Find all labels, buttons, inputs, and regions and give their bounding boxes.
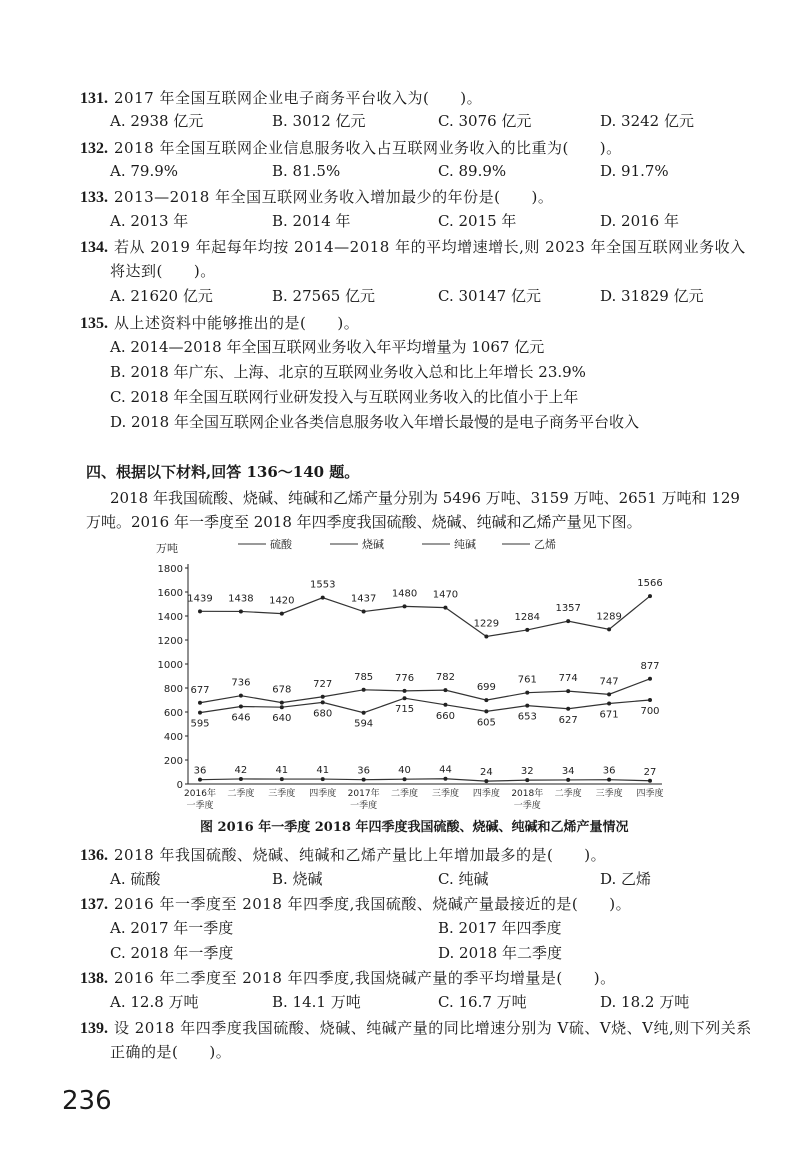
question-136	[80, 843, 760, 868]
question-number: 134.	[80, 239, 108, 256]
data-label: 1284	[514, 611, 540, 623]
option-d[interactable]: D. 2018 年全国互联网企业各类信息服务收入年增长最慢的是电子商务平台收入	[110, 413, 639, 431]
data-label: 653	[517, 711, 537, 723]
data-label: 36	[357, 765, 371, 777]
option-c[interactable]: C. 16.7 万吨	[438, 993, 527, 1011]
data-label: 699	[476, 682, 496, 694]
legend-label-1: 烧碱	[362, 538, 384, 551]
legend-label-3: 乙烯	[534, 538, 556, 551]
data-label: 785	[354, 671, 374, 683]
option-b[interactable]: B. 27565 亿元	[272, 287, 376, 305]
option-d[interactable]: D. 3242 亿元	[600, 112, 694, 130]
option-a[interactable]: A. 2938 亿元	[110, 112, 204, 130]
question-135	[80, 311, 760, 336]
data-label: 1470	[432, 589, 459, 601]
data-label: 27	[643, 766, 657, 778]
data-point	[566, 707, 570, 711]
x-tick-label: 2016年	[184, 789, 216, 799]
x-tick-label: 四季度	[309, 789, 337, 799]
question-137	[80, 892, 760, 917]
option-a[interactable]: A. 2017 年一季度	[110, 919, 234, 937]
data-point	[403, 696, 407, 700]
legend-label-2: 纯碱	[454, 538, 476, 551]
question-number: 137.	[80, 896, 108, 913]
data-point	[525, 628, 529, 632]
option-b[interactable]: B. 81.5%	[272, 162, 341, 180]
data-label: 700	[640, 706, 660, 717]
options-138	[110, 991, 730, 1013]
data-label: 1289	[596, 611, 622, 623]
data-point	[607, 627, 611, 631]
data-point	[321, 777, 325, 781]
question-number: 132.	[80, 140, 108, 157]
data-point	[443, 606, 447, 610]
data-point	[362, 778, 366, 782]
question-stem: 若从 2019 年起每年均按 2014—2018 年的平均增速增长,则 2023 年全国互联网业务收入	[114, 238, 746, 256]
data-label: 1439	[187, 593, 213, 605]
question-131	[80, 86, 760, 111]
section-title: 四、根据以下材料,回答 136～140 题。	[86, 463, 360, 481]
options-136	[110, 868, 730, 890]
option-d[interactable]: D. 2018 年二季度	[438, 944, 562, 962]
y-tick-label: 600	[163, 708, 183, 719]
options-133	[110, 210, 730, 232]
data-label: 761	[517, 674, 537, 686]
question-stem: 2018 年我国硫酸、烧碱、纯碱和乙烯产量比上年增加最多的是( )。	[114, 846, 607, 864]
data-point	[484, 698, 488, 702]
data-label: 605	[476, 717, 496, 729]
data-label: 736	[231, 677, 251, 689]
data-label: 42	[234, 764, 248, 776]
data-point	[443, 688, 447, 692]
y-tick-label: 1200	[157, 636, 183, 647]
data-label: 680	[313, 708, 333, 720]
data-point	[239, 777, 243, 781]
x-tick-label: 二季度	[227, 789, 255, 799]
data-label: 782	[435, 672, 456, 684]
question-134	[80, 235, 760, 260]
x-tick-label: 二季度	[391, 789, 419, 799]
question-number: 138.	[80, 970, 108, 987]
question-138	[80, 966, 760, 991]
question-stem: 2018 年全国互联网企业信息服务收入占互联网业务收入的比重为( )。	[114, 139, 622, 157]
question-133	[80, 185, 760, 210]
chart-caption: 图 2016 年一季度 2018 年四季度我国硫酸、烧碱、纯碱和乙烯产量情况	[200, 820, 629, 835]
option-c[interactable]: C. 30147 亿元	[438, 287, 541, 305]
option-a[interactable]: A. 硫酸	[110, 870, 161, 888]
y-axis-label: 万吨	[156, 542, 178, 555]
data-label: 1480	[391, 588, 418, 600]
x-tick-label: 二季度	[554, 789, 582, 799]
page-number: 236	[62, 1086, 112, 1116]
data-label: 595	[190, 718, 210, 730]
option-d[interactable]: D. 91.7%	[600, 162, 669, 180]
question-132	[80, 136, 760, 161]
data-label: 36	[193, 765, 207, 777]
data-label: 640	[272, 713, 292, 725]
data-label: 677	[190, 684, 210, 696]
data-point	[443, 777, 447, 781]
question-stem: 2017 年全国互联网企业电子商务平台收入为( )。	[114, 89, 483, 107]
x-tick-label: 三季度	[595, 789, 623, 799]
question-134-cont	[110, 259, 790, 283]
data-point	[198, 711, 202, 715]
data-point	[525, 691, 529, 695]
data-label: 646	[231, 712, 251, 724]
data-label: 44	[439, 764, 452, 776]
y-tick-label: 1000	[157, 660, 183, 671]
data-label: 776	[394, 672, 415, 684]
data-point	[239, 609, 243, 613]
option-c[interactable]: C. 纯碱	[438, 870, 489, 888]
y-tick-label: 1400	[157, 612, 183, 623]
data-point	[198, 701, 202, 705]
data-point	[648, 594, 652, 598]
data-label: 1553	[310, 579, 336, 591]
options-137-row2	[110, 942, 730, 964]
data-label: 40	[398, 765, 411, 777]
option-c[interactable]: C. 2018 年一季度	[110, 944, 234, 962]
question-stem-cont: 正确的是( )。	[110, 1043, 232, 1061]
data-point	[648, 779, 652, 783]
data-point	[484, 635, 488, 639]
data-point	[648, 698, 652, 702]
option-b[interactable]: B. 2014 年	[272, 212, 351, 230]
y-tick-label: 1600	[157, 588, 183, 599]
x-tick-label: 四季度	[472, 789, 500, 799]
option-a[interactable]: A. 2014—2018 年全国互联网业务收入年平均增量为 1067 亿元	[110, 338, 545, 356]
x-tick-label: 四季度	[636, 789, 664, 799]
data-label: 1420	[269, 595, 295, 607]
options-131	[110, 110, 730, 132]
question-stem: 设 2018 年四季度我国硫酸、烧碱、纯碱产量的同比增速分别为 V硫、V烧、V纯,则下列关系	[114, 1019, 752, 1037]
question-stem: 从上述资料中能够推出的是( )。	[114, 314, 360, 332]
x-tick-label: 三季度	[431, 789, 459, 799]
data-point	[566, 619, 570, 623]
option-d[interactable]: D. 31829 亿元	[600, 287, 704, 305]
option-c[interactable]: C. 3076 亿元	[438, 112, 532, 130]
option-b[interactable]: B. 烧碱	[272, 870, 323, 888]
x-tick-label: 2017年	[347, 789, 380, 799]
data-point	[607, 692, 611, 696]
data-point	[280, 777, 284, 781]
data-label: 1229	[473, 618, 500, 630]
option-b[interactable]: B. 2017 年四季度	[438, 919, 562, 937]
data-point	[280, 701, 284, 705]
data-label: 727	[313, 678, 333, 690]
data-point	[607, 778, 611, 782]
data-label: 1566	[637, 578, 663, 590]
x-tick-label-2: 一季度	[186, 801, 214, 811]
data-label: 1438	[228, 593, 254, 605]
question-number: 131.	[80, 90, 108, 107]
data-point	[648, 677, 652, 681]
y-tick-label: 0	[176, 780, 183, 791]
series-line-1	[200, 679, 650, 703]
data-label: 877	[640, 660, 660, 672]
question-number: 133.	[80, 189, 108, 206]
data-point	[403, 777, 407, 781]
data-label: 715	[394, 704, 415, 716]
data-label: 747	[599, 676, 619, 688]
data-point	[403, 604, 407, 608]
data-label: 41	[275, 765, 289, 777]
legend-label-0: 硫酸	[270, 538, 292, 551]
option-d[interactable]: D. 2016 年	[600, 212, 679, 230]
option-b[interactable]: B. 2018 年广东、上海、北京的互联网业务收入总和比上年增长 23.9%	[110, 363, 586, 381]
option-a[interactable]: A. 21620 亿元	[110, 287, 213, 305]
data-label: 32	[520, 766, 534, 778]
material-paragraph-2: 万吨。2016 年一季度至 2018 年四季度我国硫酸、烧碱、纯碱和乙烯产量见下图。	[86, 513, 642, 531]
data-point	[198, 609, 202, 613]
question-139	[80, 1016, 760, 1041]
option-b[interactable]: B. 14.1 万吨	[272, 993, 361, 1011]
options-132	[110, 160, 730, 182]
data-point	[443, 703, 447, 707]
data-label: 627	[558, 714, 578, 726]
data-point	[239, 704, 243, 708]
option-a[interactable]: A. 2013 年	[110, 212, 189, 230]
option-a[interactable]: A. 12.8 万吨	[110, 993, 199, 1011]
data-point	[525, 704, 529, 708]
data-label: 24	[479, 767, 493, 779]
option-a[interactable]: A. 79.9%	[110, 162, 179, 180]
x-tick-label: 三季度	[268, 789, 296, 799]
data-label: 36	[602, 765, 616, 777]
y-tick-label: 1800	[157, 564, 183, 575]
data-point	[484, 709, 488, 713]
y-tick-label: 800	[163, 684, 183, 695]
data-point	[239, 694, 243, 698]
option-b[interactable]: B. 3012 亿元	[272, 112, 366, 130]
x-tick-label-2: 一季度	[350, 801, 378, 811]
data-point	[566, 778, 570, 782]
data-point	[321, 596, 325, 600]
data-point	[525, 778, 529, 782]
data-point	[403, 689, 407, 693]
question-stem-cont: 将达到( )。	[110, 262, 216, 280]
data-point	[607, 701, 611, 705]
question-number: 135.	[80, 315, 108, 332]
options-134	[110, 285, 730, 307]
data-label: 774	[558, 673, 578, 685]
data-label: 34	[561, 765, 575, 777]
data-label: 1357	[555, 603, 581, 615]
data-point	[362, 610, 366, 614]
data-label: 1437	[350, 593, 377, 605]
data-point	[280, 705, 284, 709]
data-label: 671	[599, 709, 619, 721]
y-tick-label: 400	[163, 732, 183, 743]
data-label: 594	[354, 718, 374, 730]
option-c[interactable]: C. 2015 年	[438, 212, 517, 230]
question-number: 136.	[80, 847, 108, 864]
x-tick-label: 2018年	[511, 789, 544, 799]
data-label: 678	[272, 684, 292, 696]
data-point	[198, 778, 202, 782]
y-tick-label: 200	[163, 756, 183, 767]
question-stem: 2013—2018 年全国互联网业务收入增加最少的年份是( )。	[114, 188, 554, 206]
material-paragraph-1: 2018 年我国硫酸、烧碱、纯碱和乙烯产量分别为 5496 万吨、3159 万吨、2651 万吨和 129	[110, 489, 740, 507]
option-c[interactable]: C. 89.9%	[438, 162, 507, 180]
data-point	[280, 612, 284, 616]
data-point	[484, 779, 488, 783]
series-line-3	[200, 779, 650, 781]
data-point	[566, 689, 570, 693]
option-d[interactable]: D. 乙烯	[600, 870, 652, 888]
x-tick-label-2: 一季度	[513, 801, 541, 811]
question-stem: 2016 年二季度至 2018 年四季度,我国烧碱产量的季平均增量是( )。	[114, 969, 616, 987]
options-137-row1	[110, 917, 730, 939]
data-label: 41	[316, 765, 330, 777]
question-stem: 2016 年一季度至 2018 年四季度,我国硫酸、烧碱产量最接近的是( )。	[114, 895, 632, 913]
question-number: 139.	[80, 1020, 108, 1037]
option-c[interactable]: C. 2018 年全国互联网行业研发投入与互联网业务收入的比值小于上年	[110, 388, 579, 406]
data-point	[321, 695, 325, 699]
data-point	[321, 700, 325, 704]
question-139-cont	[110, 1040, 790, 1064]
option-d[interactable]: D. 18.2 万吨	[600, 993, 690, 1011]
data-label: 660	[435, 710, 456, 722]
data-point	[362, 711, 366, 715]
production-line-chart	[150, 532, 670, 817]
data-point	[362, 688, 366, 692]
